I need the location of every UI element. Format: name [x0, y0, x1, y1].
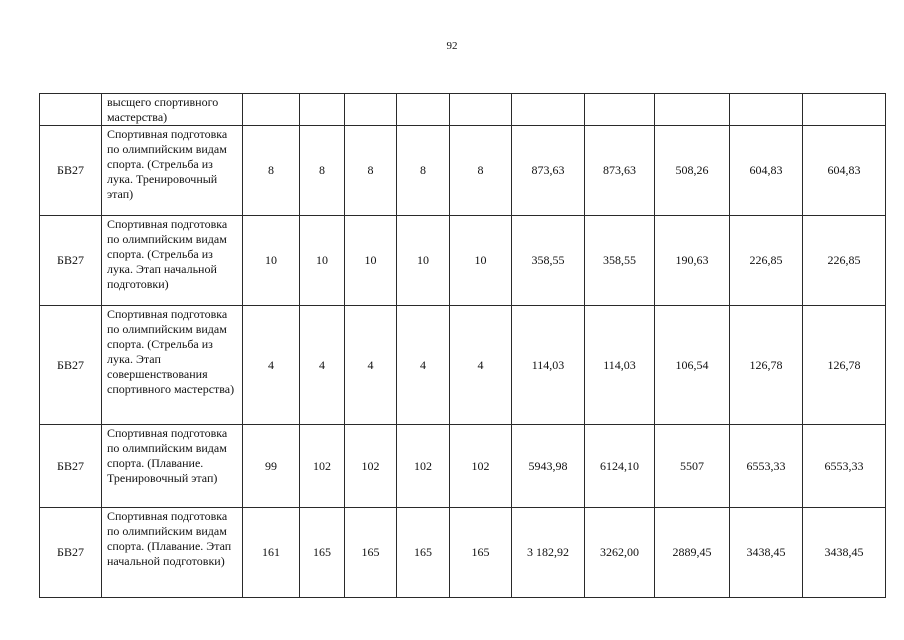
value-cell: 99 — [243, 425, 300, 508]
value-cell: 4 — [450, 306, 512, 425]
value-cell: 358,55 — [585, 216, 655, 306]
value-cell: 102 — [397, 425, 450, 508]
value-cell: 8 — [345, 126, 397, 216]
value-cell: 2889,45 — [655, 508, 730, 598]
value-cell — [585, 94, 655, 126]
value-cell: 3 182,92 — [512, 508, 585, 598]
value-cell: 6553,33 — [803, 425, 886, 508]
value-cell: 873,63 — [512, 126, 585, 216]
value-cell: 5507 — [655, 425, 730, 508]
value-cell: 161 — [243, 508, 300, 598]
value-cell — [803, 94, 886, 126]
code-cell: БВ27 — [40, 306, 102, 425]
value-cell: 10 — [397, 216, 450, 306]
description-cell: Спортивная подготовка по олимпийским видам спорта. (Плавание. Тренировочный этап) — [102, 425, 243, 508]
value-cell: 4 — [243, 306, 300, 425]
value-cell: 165 — [345, 508, 397, 598]
value-cell — [345, 94, 397, 126]
code-cell: БВ27 — [40, 216, 102, 306]
value-cell: 8 — [397, 126, 450, 216]
value-cell: 4 — [300, 306, 345, 425]
value-cell: 3438,45 — [803, 508, 886, 598]
table-row — [40, 216, 886, 306]
table-row — [40, 508, 886, 598]
value-cell: 126,78 — [730, 306, 803, 425]
value-cell: 604,83 — [730, 126, 803, 216]
code-cell: БВ27 — [40, 425, 102, 508]
value-cell: 508,26 — [655, 126, 730, 216]
value-cell: 226,85 — [803, 216, 886, 306]
description-cell: Спортивная подготовка по олимпийским видам спорта. (Стрельба из лука. Этап начальной подготовки) — [102, 216, 243, 306]
value-cell — [730, 94, 803, 126]
value-cell: 126,78 — [803, 306, 886, 425]
value-cell — [397, 94, 450, 126]
value-cell: 604,83 — [803, 126, 886, 216]
description-cell: Спортивная подготовка по олимпийским видам спорта. (Плавание. Этап начальной подготовки) — [102, 508, 243, 598]
value-cell: 226,85 — [730, 216, 803, 306]
description-cell: высщего спортивного мастерства) — [102, 94, 243, 126]
value-cell: 102 — [345, 425, 397, 508]
value-cell — [450, 94, 512, 126]
value-cell — [512, 94, 585, 126]
value-cell: 10 — [450, 216, 512, 306]
code-cell: БВ27 — [40, 126, 102, 216]
value-cell — [300, 94, 345, 126]
value-cell: 8 — [450, 126, 512, 216]
value-cell: 10 — [345, 216, 397, 306]
value-cell — [243, 94, 300, 126]
value-cell: 5943,98 — [512, 425, 585, 508]
value-cell: 10 — [243, 216, 300, 306]
value-cell: 358,55 — [512, 216, 585, 306]
value-cell: 4 — [345, 306, 397, 425]
description-cell: Спортивная подготовка по олимпийским видам спорта. (Стрельба из лука. Этап совершенствования спортивного мастерства) — [102, 306, 243, 425]
value-cell: 3438,45 — [730, 508, 803, 598]
value-cell: 102 — [450, 425, 512, 508]
page-number: 92 — [446, 40, 458, 52]
value-cell: 6124,10 — [585, 425, 655, 508]
value-cell: 10 — [300, 216, 345, 306]
value-cell: 6553,33 — [730, 425, 803, 508]
value-cell: 106,54 — [655, 306, 730, 425]
value-cell: 114,03 — [512, 306, 585, 425]
table-row — [40, 94, 886, 126]
value-cell: 102 — [300, 425, 345, 508]
table-row — [40, 425, 886, 508]
value-cell: 873,63 — [585, 126, 655, 216]
code-cell — [40, 94, 102, 126]
value-cell: 4 — [397, 306, 450, 425]
value-cell — [655, 94, 730, 126]
budget-table — [39, 93, 886, 598]
table-row — [40, 126, 886, 216]
value-cell: 165 — [397, 508, 450, 598]
value-cell: 114,03 — [585, 306, 655, 425]
value-cell: 190,63 — [655, 216, 730, 306]
table-row — [40, 306, 886, 425]
value-cell: 165 — [300, 508, 345, 598]
code-cell: БВ27 — [40, 508, 102, 598]
value-cell: 8 — [243, 126, 300, 216]
value-cell: 8 — [300, 126, 345, 216]
value-cell: 3262,00 — [585, 508, 655, 598]
description-cell: Спортивная подготовка по олимпийским видам спорта. (Стрельба из лука. Тренировочный этап) — [102, 126, 243, 216]
value-cell: 165 — [450, 508, 512, 598]
